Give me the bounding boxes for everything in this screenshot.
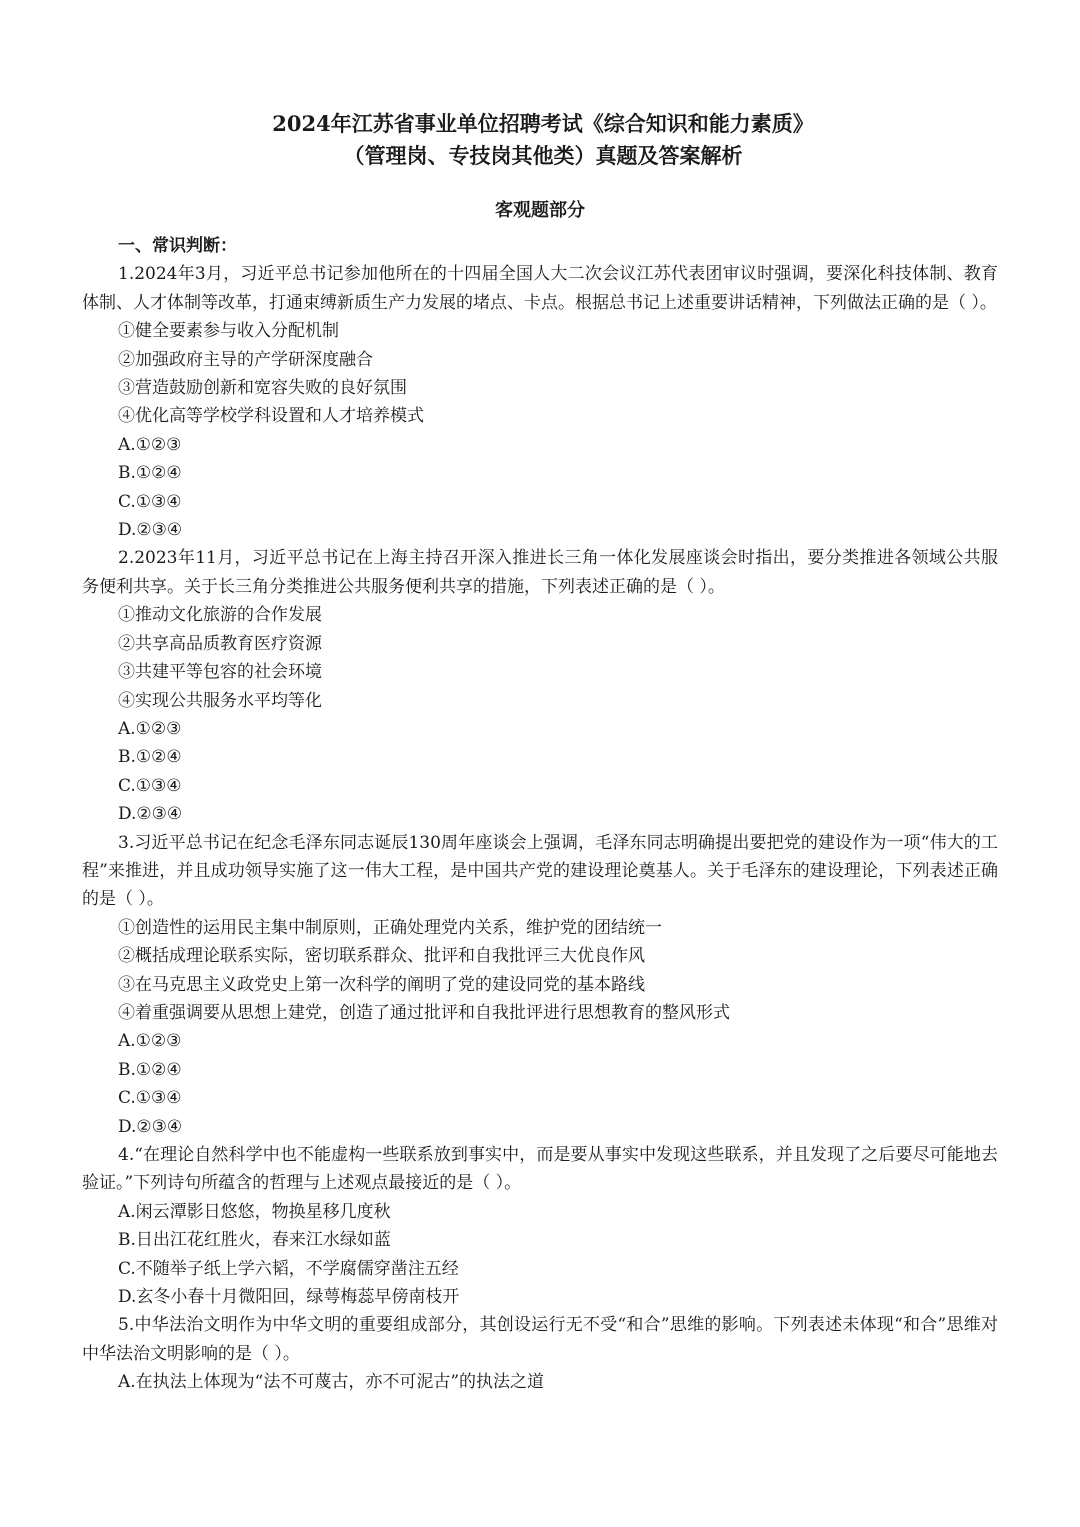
question-3 — [82, 829, 998, 1141]
document-title-line1: 2024年江苏省事业单位招聘考试《综合知识和能力素质》 — [272, 111, 814, 136]
answer-option: A.①②③ — [118, 1031, 182, 1052]
question-stem: 3.习近平总书记在纪念毛泽东同志诞辰130周年座谈会上强调，毛泽东同志明确提出要把党的建设作为一项“伟大的工程”来推进，并且成功领导实施了这一伟大工程，是中国共产党的建设理论奠基人。关于毛泽东的建设理论，下列表述正确的是（ ）。 — [82, 832, 998, 910]
answer-option: C.①③④ — [118, 1088, 182, 1109]
question-5 — [82, 1311, 998, 1396]
answer-option: C.①③④ — [118, 775, 182, 796]
answer-option: B.①②④ — [118, 747, 182, 768]
answer-option: A.在执法上体现为“法不可蔑古，亦不可泥古”的执法之道 — [118, 1372, 545, 1393]
answer-option: B.日出江花红胜火，春来江水绿如蓝 — [118, 1230, 391, 1251]
section-title: 客观题部分 — [495, 200, 585, 221]
question-stem: 2.2023年11月，习近平总书记在上海主持召开深入推进长三角一体化发展座谈会时指出，要分类推进各领域公共服务便利共享。关于长三角分类推进公共服务便利共享的措施，下列表述正确的是（ ）。 — [82, 548, 998, 597]
answer-option: D.②③④ — [118, 1116, 183, 1137]
question-item: ④着重强调要从思想上建党，创造了通过批评和自我批评进行思想教育的整风形式 — [118, 1002, 730, 1023]
question-item: ②共享高品质教育医疗资源 — [118, 633, 322, 654]
question-item: ③在马克思主义政党史上第一次科学的阐明了党的建设同党的基本路线 — [118, 974, 645, 995]
question-item: ②概括成理论联系实际，密切联系群众、批评和自我批评三大优良作风 — [118, 946, 645, 967]
answer-option: C.①③④ — [118, 491, 182, 512]
answer-option: C.不随举子纸上学六韬，不学腐儒穿凿注五经 — [118, 1258, 459, 1279]
question-item: ①推动文化旅游的合作发展 — [118, 605, 322, 626]
question-item: ④优化高等学校学科设置和人才培养模式 — [118, 406, 424, 427]
question-item: ③营造鼓励创新和宽容失败的良好氛围 — [118, 378, 407, 399]
document-title-line2: （管理岗、专技岗其他类）真题及答案解析 — [343, 143, 743, 168]
question-2 — [82, 544, 998, 828]
answer-option: A.①②③ — [118, 434, 182, 455]
answer-option: D.②③④ — [118, 520, 183, 541]
answer-option: B.①②④ — [118, 1059, 182, 1080]
answer-option: A.闲云潭影日悠悠，物换星移几度秋 — [118, 1201, 391, 1222]
question-4 — [82, 1141, 998, 1311]
question-item: ①创造性的运用民主集中制原则，正确处理党内关系，维护党的团结统一 — [118, 917, 662, 938]
question-1 — [82, 260, 998, 544]
question-stem: 1.2024年3月，习近平总书记参加他所在的十四届全国人大二次会议江苏代表团审议时强调，要深化科技体制、教育体制、人才体制等改革，打通束缚新质生产力发展的堵点、卡点。根据总书记上述重要讲话精神，下列做法正确的是（ ）。 — [82, 264, 998, 313]
question-stem: 4.“在理论自然科学中也不能虚构一些联系放到事实中，而是要从事实中发现这些联系，并且发现了之后要尽可能地去验证。”下列诗句所蕴含的哲理与上述观点最接近的是（ ）。 — [82, 1145, 998, 1194]
question-item: ①健全要素参与收入分配机制 — [118, 321, 339, 342]
answer-option: D.玄冬小春十月微阳回，绿萼梅蕊早傍南枝开 — [118, 1287, 460, 1308]
question-item: ④实现公共服务水平均等化 — [118, 690, 322, 711]
answer-option: D.②③④ — [118, 804, 183, 825]
question-item: ②加强政府主导的产学研深度融合 — [118, 349, 373, 370]
question-item: ③共建平等包容的社会环境 — [118, 662, 322, 683]
answer-option: B.①②④ — [118, 463, 182, 484]
part-heading: 一、常识判断： — [118, 236, 237, 256]
question-stem: 5.中华法治文明作为中华文明的重要组成部分，其创设运行无不受“和合”思维的影响。下列表述未体现“和合”思维对中华法治文明影响的是（ ）。 — [82, 1315, 998, 1364]
answer-option: A.①②③ — [118, 718, 182, 739]
